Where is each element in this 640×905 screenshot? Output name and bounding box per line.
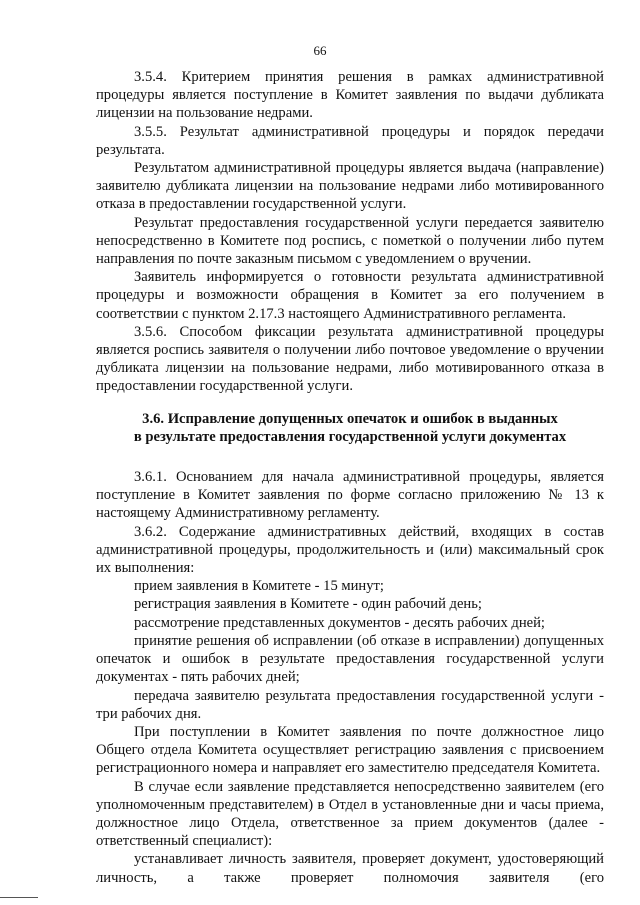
- list-item-register: регистрация заявления в Комитете - один рабочий день;: [134, 596, 482, 613]
- heading-line-1: 3.6. Исправление допущенных опечаток и ошибок в выданных: [142, 410, 558, 427]
- list-item-receive: прием заявления в Комитете - 15 минут;: [134, 578, 384, 595]
- paragraph-identity: устанавливает личность заявителя, проверяет документ, удостоверяющий личность, а также проверяет полномочия заявителя (его: [96, 851, 604, 886]
- paragraph-direct: В случае если заявление представляется непосредственно заявителем (его уполномоченным представителем) в Отдел в установленные дни и часы приема, должностное лицо Отдела, ответственное за прием документов (далее - ответственный специалист):: [96, 778, 604, 850]
- paragraph-3-5-6: 3.5.6. Способом фиксации результата административной процедуры является роспись заявителя о получении либо почтовое уведомление о вручении дубликата лицензии на пользование недрами, либо мотивированного отказа в предоставлении государственной услуги.: [96, 323, 604, 395]
- paragraph-3-5-4: 3.5.4. Критерием принятия решения в рамках административной процедуры является поступление в Комитет заявления по выдачи дубликата лицензии на пользование недрами.: [96, 69, 604, 122]
- list-item-transfer: передача заявителю результата предоставления государственной услуги - три рабочих дня.: [96, 687, 604, 722]
- paragraph-3-5-5: 3.5.5. Результат административной процедуры и порядок передачи результата.: [96, 123, 604, 158]
- paragraph-inform: Заявитель информируется о готовности результата административной процедуры и возможности обращения в Комитет за его получением в соответствии с пунктом 2.17.3 настоящего Административного регламента.: [96, 269, 604, 322]
- paragraph-result: Результатом административной процедуры является выдача (направление) заявителю дубликата лицензии на пользование недрами либо мотивированного отказа в предоставлении государственной услуги.: [96, 160, 604, 213]
- list-item-review: рассмотрение представленных документов - десять рабочих дней;: [134, 614, 545, 631]
- paragraph-3-6-1: 3.6.1. Основанием для начала административной процедуры, является поступление в Комитет заявления по форме согласно приложению № 13 к настоящему Административному регламенту.: [96, 469, 604, 522]
- paragraph-mail: При поступлении в Комитет заявления по почте должностное лицо Общего отдела Комитета осуществляет регистрацию заявления с присвоением регистрационного номера и направляет его заместителю председателя Комитета.: [96, 723, 604, 777]
- document-body: [96, 68, 604, 887]
- list-item-decision: принятие решения об исправлении (об отказе в исправлении) допущенных опечаток и ошибок в результате предоставления государственной услуги документах - пять рабочих дней;: [96, 632, 604, 686]
- section-heading-3-6: [96, 410, 604, 446]
- heading-line-2: в результате предоставления государственной услуги документах: [133, 428, 567, 445]
- paragraph-3-6-2: 3.6.2. Содержание административных действий, входящих в состав административной процедуры, продолжительность и (или) максимальный срок их выполнения:: [96, 523, 604, 577]
- paragraph-result-transfer: Результат предоставления государственной услуги передается заявителю непосредственно в Комитете под роспись, с пометкой о получении либо путем направления по почте заказным письмом с уведомлением о вручении.: [96, 214, 604, 268]
- page-number: 66: [313, 43, 327, 58]
- footer-rule: [0, 897, 38, 898]
